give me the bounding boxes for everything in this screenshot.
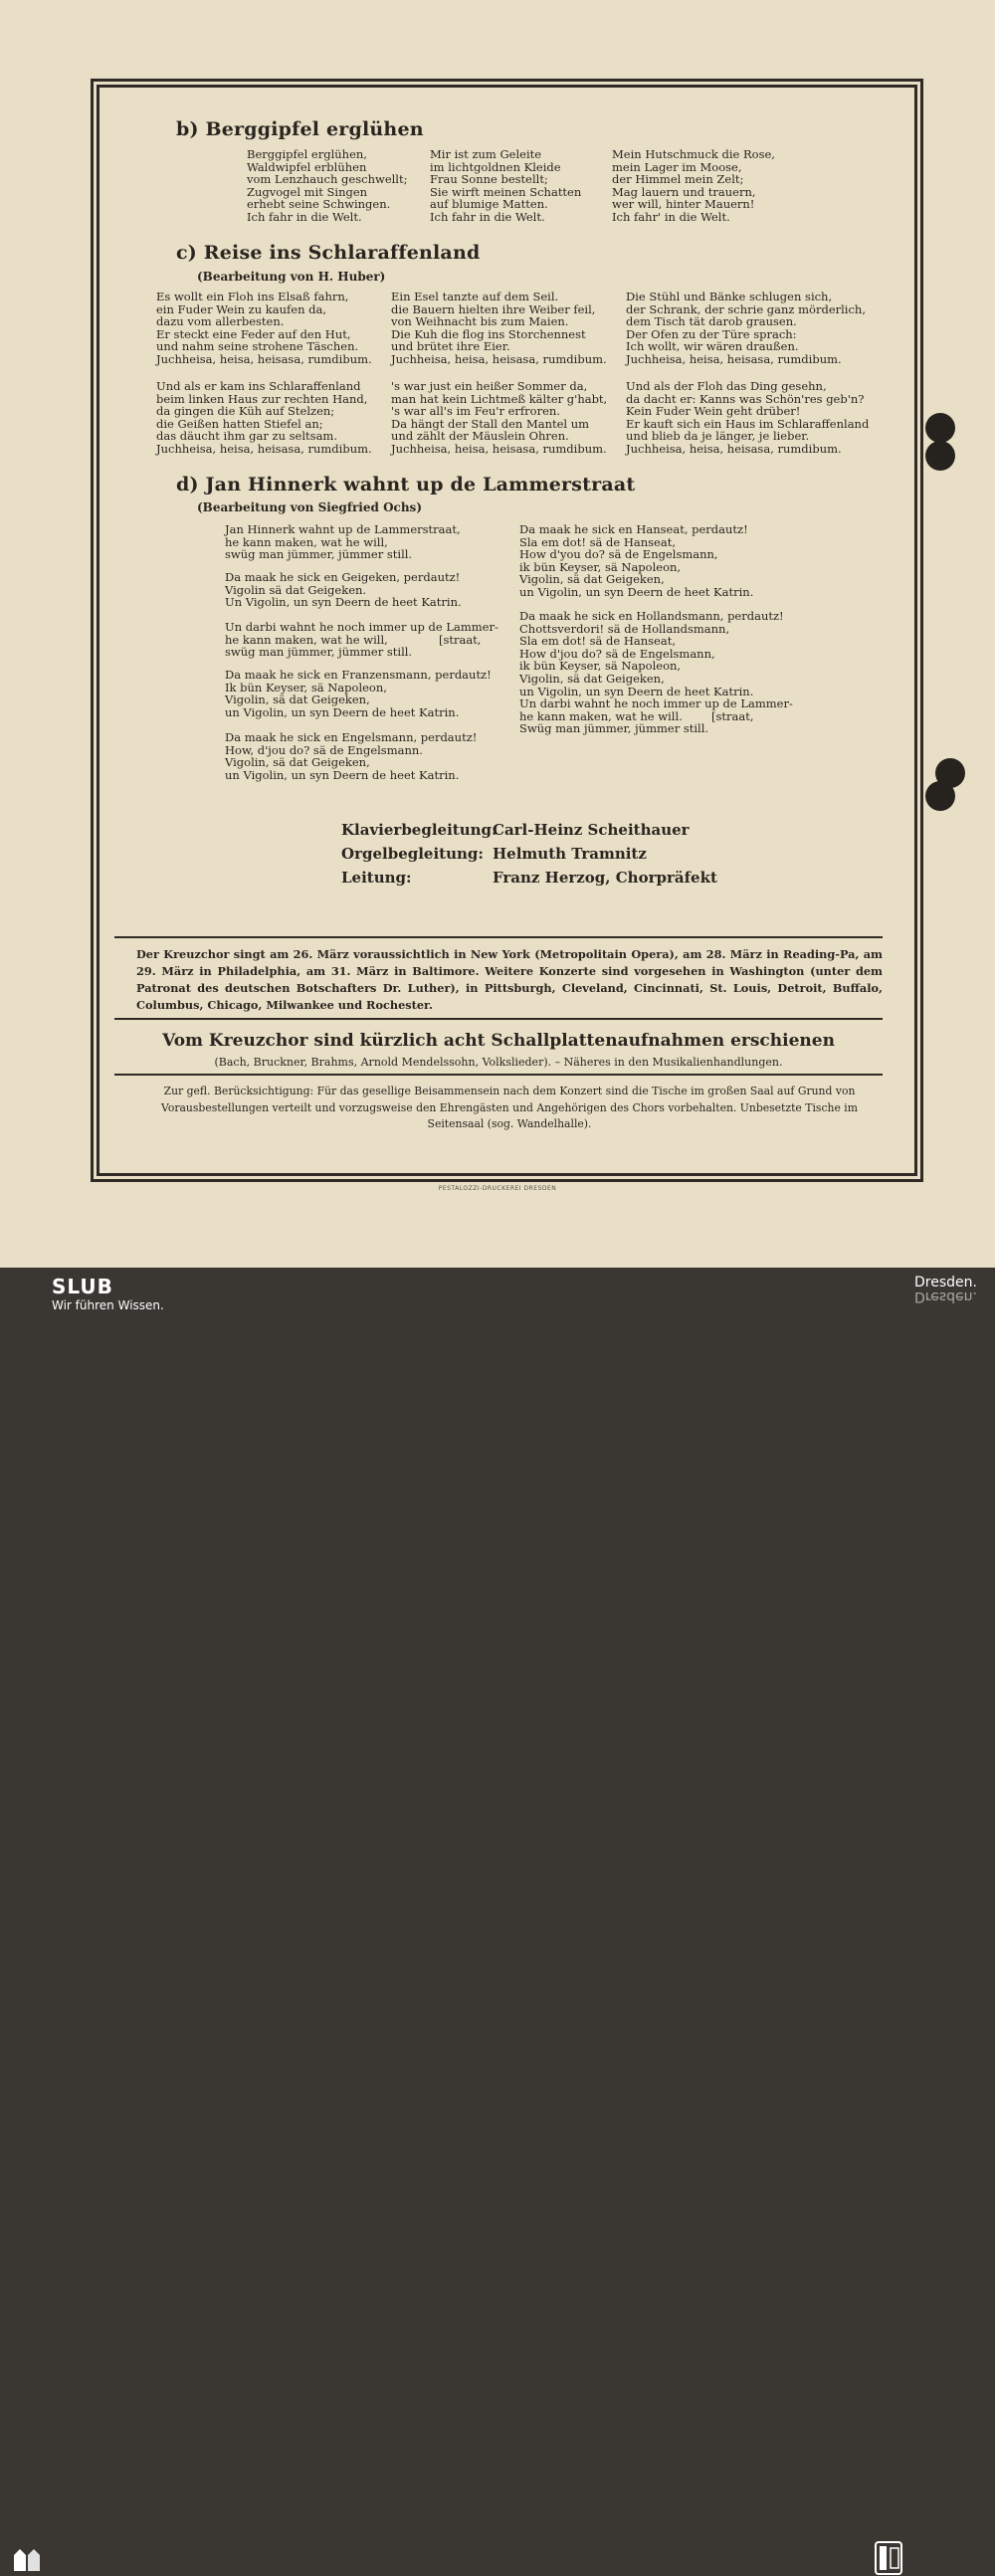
footnote: Zur gefl. Berücksichtigung: Für das gesellige Beisammensein nach dem Konzert sind die Tische im großen Saal auf Grund von Vorausbestellungen verteilt und vorzugsweise den Ehrengästen und Angehörigen des Chors vorbehalten. Unbesetzte Tische im Seitensaal (sog. Wandelhalle).	[161, 1085, 858, 1130]
credit-name: Carl-Heinz Scheithauer	[493, 821, 690, 839]
dresden-logo-text[interactable]: Dresden.	[914, 1275, 977, 1290]
section-c-verse-3: Die Stühl und Bänke schlugen sich, der Schrank, der schrie ganz mörderlich, dem Tisch tät darob grausen. Der Ofen zu der Türe sprach: Ich wollt, wir wären draußen. Juchheisa, heisa, heisasa, rumdibum.	[626, 290, 866, 366]
credit-row	[341, 818, 717, 842]
punch-hole	[925, 781, 955, 811]
records-subtitle: (Bach, Bruckner, Brahms, Arnold Mendelssohn, Volkslieder). – Näheres in den Musikalienhandlungen.	[214, 1056, 783, 1069]
dresden-crest-icon	[874, 2540, 903, 2576]
credit-role: Orgelbegleitung:	[341, 845, 484, 863]
credit-role: Klavierbegleitung:	[341, 821, 498, 839]
section-c-verse-5: 's war just ein heißer Sommer da, man hat kein Lichtmeß kälter g'habt, 's war all's im Feu'r erfroren. Da hängt der Stall den Mantel um und zählt der Mäuslein Ohren. Juchheisa, heisa, heisasa, rumdibum.	[391, 379, 608, 456]
section-b-verse-3: Mein Hutschmuck die Rose, mein Lager im Moose, der Himmel mein Zelt; Mag lauern und trauern, wer will, hinter Mauern! Ich fahr' in die Welt.	[612, 147, 775, 224]
punch-hole	[925, 413, 955, 443]
divider	[114, 936, 883, 938]
credit-row	[341, 842, 717, 866]
document-page	[0, 0, 995, 1268]
section-d-heading: d) Jan Hinnerk wahnt up de Lammerstraat	[176, 474, 636, 495]
section-c-verse-4: Und als er kam ins Schlaraffenland beim linken Haus zur rechten Hand, da gingen die Küh auf Stelzen; die Geißen hatten Stiefel an; das däucht ihm gar zu seltsam. Juchheisa, heisa, heisasa, rumdibum.	[156, 379, 372, 456]
tour-notice: Der Kreuzchor singt am 26. März voraussichtlich in New York (Metropolitain Opera), am 28. März in Reading-Pa, am 29. März in Philadelphia, am 31. März in Baltimore. Weitere Konzerte sind vorgesehen in Washington (unter dem Patronat des deutschen Botschafters Dr. Luther), in Pittsburgh, Cleveland, Cincinnati, St. Louis, Detroit, Buffalo, Columbus, Chicago, Milwankee und Rochester.	[136, 947, 883, 1012]
section-d-subtitle: (Bearbeitung von Siegfried Ochs)	[197, 500, 422, 514]
section-b-heading: b) Berggipfel erglühen	[176, 118, 424, 140]
credit-name: Franz Herzog, Chorpräfekt	[493, 869, 717, 887]
divider	[114, 1018, 883, 1020]
dresden-logo-reflection: Dresden.	[914, 1288, 977, 1304]
records-title: Vom Kreuzchor sind kürzlich acht Schallplattenaufnahmen erschienen	[162, 1031, 835, 1051]
section-b-verse-2: Mir ist zum Geleite im lichtgoldnen Kleide Frau Sonne bestellt; Sie wirft meinen Schatten auf blumige Matten. Ich fahr in die Welt.	[430, 147, 582, 224]
section-d-verse-5: Da maak he sick en Engelsmann, perdautz! How, d'jou do? sä de Engelsmann. Vigolin, sä dat Geigeken, un Vigolin, un syn Deern de heet Katrin.	[225, 730, 478, 782]
section-c-verse-6: Und als der Floh das Ding gesehn, da dacht er: Kanns was Schön'res geb'n? Kein Fuder Wein geht drüber! Er kauft sich ein Haus im Schlaraffenland und blieb da je länger, je lieber. Juchheisa, heisa, heisasa, rumdibum.	[626, 379, 870, 456]
credit-role: Leitung:	[341, 869, 412, 887]
punch-hole	[925, 441, 955, 471]
section-d-verse-2: Da maak he sick en Geigeken, perdautz! Vigolin sä dat Geigeken. Un Vigolin, un syn Deern de heet Katrin.	[225, 570, 462, 610]
section-d-verse-6: Da maak he sick en Hanseat, perdautz! Sla em dot! sä de Hanseat, How d'you do? sä de Engelsmann, ik bün Keyser, sä Napoleon, Vigolin, sä dat Geigeken, un Vigolin, un syn Deern de heet Katrin.	[519, 522, 754, 599]
section-d-verse-4: Da maak he sick en Franzensmann, perdautz! Ik bün Keyser, sä Napoleon, Vigolin, sä dat Geigeken, un Vigolin, un syn Deern de heet Katrin.	[225, 668, 492, 719]
credit-row	[341, 866, 717, 890]
section-c-heading: c) Reise ins Schlaraffenland	[176, 242, 481, 264]
section-d-verse-3: Un darbi wahnt he noch immer up de Lammer- he kann maken, wat he will, [straat, swüg man jümmer, jümmer still.	[225, 620, 498, 660]
section-c-subtitle: (Bearbeitung von H. Huber)	[197, 270, 386, 284]
credits-block	[341, 818, 717, 890]
slub-logo-text[interactable]: SLUB	[52, 1275, 113, 1298]
slub-tagline: Wir führen Wissen.	[52, 1298, 164, 1312]
printer-imprint: PESTALOZZI-DRUCKEREI DRESDEN	[438, 1185, 557, 1192]
section-d-verse-7: Da maak he sick en Hollandsmann, perdautz! Chottsverdori! sä de Hollandsmann, Sla em dot! sä de Hanseat, How d'jou do? sä de Engelsmann, ik bün Keyser, sä Napoleon, Vigolin, sä dat Geigeken, un Vigolin, un syn Deern de heet Katrin. Un darbi wahnt he noch immer up de Lammer- he kann maken, wat he will. [straat, Swüg man jümmer, jümmer still.	[519, 609, 793, 736]
section-d-verse-1: Jan Hinnerk wahnt up de Lammerstraat, he kann maken, wat he will, swüg man jümmer, jümmer still.	[225, 522, 461, 562]
credit-name: Helmuth Tramnitz	[493, 845, 647, 863]
section-c-verse-1: Es wollt ein Floh ins Elsaß fahrn, ein Fuder Wein zu kaufen da, dazu vom allerbesten. Er steckt eine Feder auf den Hut, und nahm seine strohene Täschen. Juchheisa, heisa, heisasa, rumdibum.	[156, 290, 372, 366]
section-c-verse-2: Ein Esel tanzte auf dem Seil. die Bauern hielten ihre Weiber feil, von Weihnacht bis zum Maien. Die Kuh die flog ins Storchennest und brütet ihre Eier. Juchheisa, heisa, heisasa, rumdibum.	[391, 290, 607, 366]
section-b-verse-1: Berggipfel erglühen, Waldwipfel erblühen vom Lenzhauch geschwellt; Zugvogel mit Singen erhebt seine Schwingen. Ich fahr in die Welt.	[247, 147, 408, 224]
divider	[114, 1074, 883, 1076]
slub-logo-icon	[10, 2545, 44, 2573]
